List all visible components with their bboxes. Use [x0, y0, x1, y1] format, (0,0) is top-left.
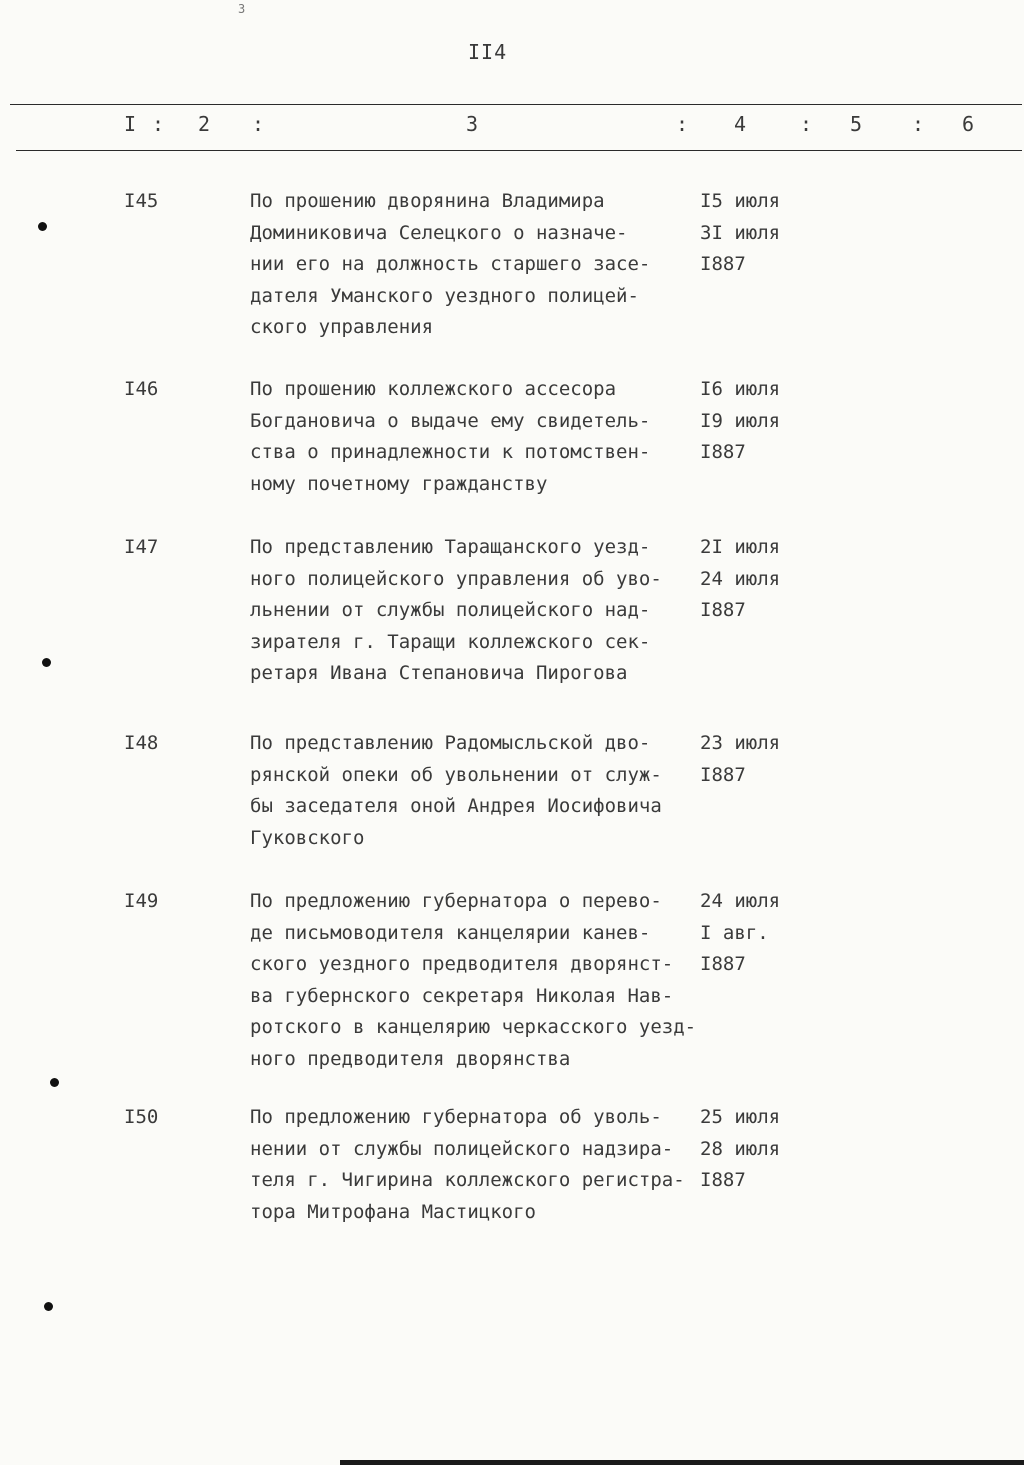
- entry-line: Богдановича о выдаче ему свидетель-: [250, 409, 651, 432]
- entry-line: Гуковского: [250, 826, 365, 849]
- entry-line: ства о принадлежности к потомствен-: [250, 441, 651, 463]
- header-col-5: 5: [850, 112, 863, 136]
- header-sep-4: :: [800, 112, 813, 136]
- table-top-rule: [10, 104, 1022, 105]
- entry-description: [250, 186, 700, 344]
- table-header: [0, 112, 1024, 142]
- header-col-3: 3: [466, 112, 479, 136]
- entry-start-date: I5 июля: [700, 190, 781, 212]
- header-col-2: 2: [198, 112, 211, 136]
- entry-dates: [700, 886, 820, 981]
- entry-start-date: 2I июля: [700, 536, 781, 558]
- entry-line: нии его на должность старшего засе-: [250, 253, 651, 275]
- corner-mark: 3: [238, 2, 246, 16]
- entry-number: I48: [124, 732, 159, 754]
- entry-year: I887: [700, 599, 746, 621]
- page-number: II4: [468, 40, 508, 64]
- entry-line: Доминиковича Селецкого о назначе-: [250, 221, 628, 244]
- entry-line: По предложению губернатора о перево-: [250, 890, 662, 912]
- header-sep-3: :: [676, 112, 689, 136]
- entry-year: I887: [700, 763, 746, 786]
- entry-year: I887: [700, 253, 746, 275]
- header-col-1: I: [124, 112, 137, 136]
- entry-line: ному почетному гражданству: [250, 472, 548, 495]
- entry-description: [250, 1102, 700, 1228]
- entry-line: По предложению губернатора об уволь-: [250, 1106, 662, 1128]
- binding-hole-dot: [50, 1078, 59, 1087]
- entry-dates: [700, 728, 820, 791]
- entry-end-date: I9 июля: [700, 409, 781, 432]
- header-sep-1: :: [152, 112, 165, 136]
- entry-line: ротского в канцелярию черкасского уезд-: [250, 1016, 697, 1038]
- table-header-rule: [16, 150, 1022, 151]
- header-col-6: 6: [962, 112, 975, 136]
- entry-number: I46: [124, 378, 159, 400]
- entry-end-date: 24 июля: [700, 567, 781, 590]
- entry-line: По представлению Таращанского уезд-: [250, 536, 651, 558]
- entry-description: [250, 886, 700, 1075]
- entry-start-date: 23 июля: [700, 732, 781, 754]
- entry-line: нении от службы полицейского надзира-: [250, 1137, 674, 1160]
- entry-line: тора Митрофана Мастицкого: [250, 1200, 536, 1223]
- header-sep-2: :: [252, 112, 265, 136]
- entry-number: I45: [124, 190, 159, 212]
- entry-end-date: I авг.: [700, 921, 769, 944]
- entry-year: I887: [700, 1169, 746, 1191]
- entry-line: ного предводителя дворянства: [250, 1047, 571, 1070]
- entry-number: I50: [124, 1106, 159, 1128]
- entry-line: По прошению дворянина Владимира: [250, 190, 605, 212]
- entry-line: ного полицейского управления об уво-: [250, 567, 662, 590]
- entry-line: де письмоводителя канцелярии канев-: [250, 921, 651, 944]
- entry-line: ва губернского секретаря Николая Нав-: [250, 984, 674, 1007]
- entry-line: По представлению Радомысльской дво-: [250, 732, 651, 754]
- entry-line: льнении от службы полицейского над-: [250, 599, 651, 621]
- entry-start-date: I6 июля: [700, 378, 781, 400]
- entry-year: I887: [700, 953, 746, 975]
- entry-end-date: 28 июля: [700, 1137, 781, 1160]
- entry-start-date: 24 июля: [700, 890, 781, 912]
- entry-number: I47: [124, 536, 159, 558]
- binding-hole-dot: [44, 1302, 53, 1311]
- entry-line: ского уездного предводителя дворянст-: [250, 953, 674, 975]
- entry-line: бы заседателя оной Андрея Иосифовича: [250, 795, 662, 817]
- entry-description: [250, 374, 700, 500]
- entry-line: дателя Уманского уездного полицей-: [250, 284, 639, 307]
- entry-end-date: 3I июля: [700, 221, 781, 244]
- entry-description: [250, 532, 700, 690]
- entry-dates: [700, 532, 820, 627]
- entry-dates: [700, 1102, 820, 1197]
- entry-line: зирателя г. Таращи коллежского сек-: [250, 630, 651, 653]
- header-sep-5: :: [912, 112, 925, 136]
- entry-line: По прошению коллежского ассесора: [250, 378, 617, 400]
- entry-number: I49: [124, 890, 159, 912]
- entry-line: рянской опеки об увольнении от служ-: [250, 763, 662, 786]
- entry-line: теля г. Чигирина коллежского регистра-: [250, 1169, 685, 1191]
- entry-year: I887: [700, 441, 746, 463]
- binding-hole-dot: [38, 222, 47, 231]
- header-col-4: 4: [734, 112, 747, 136]
- entry-start-date: 25 июля: [700, 1106, 781, 1128]
- entry-line: ского управления: [250, 316, 434, 338]
- entry-dates: [700, 374, 820, 469]
- scan-bottom-edge: [340, 1460, 1024, 1465]
- entry-description: [250, 728, 700, 854]
- entry-line: ретаря Ивана Степановича Пирогова: [250, 662, 628, 684]
- binding-hole-dot: [42, 658, 51, 667]
- entry-dates: [700, 186, 820, 281]
